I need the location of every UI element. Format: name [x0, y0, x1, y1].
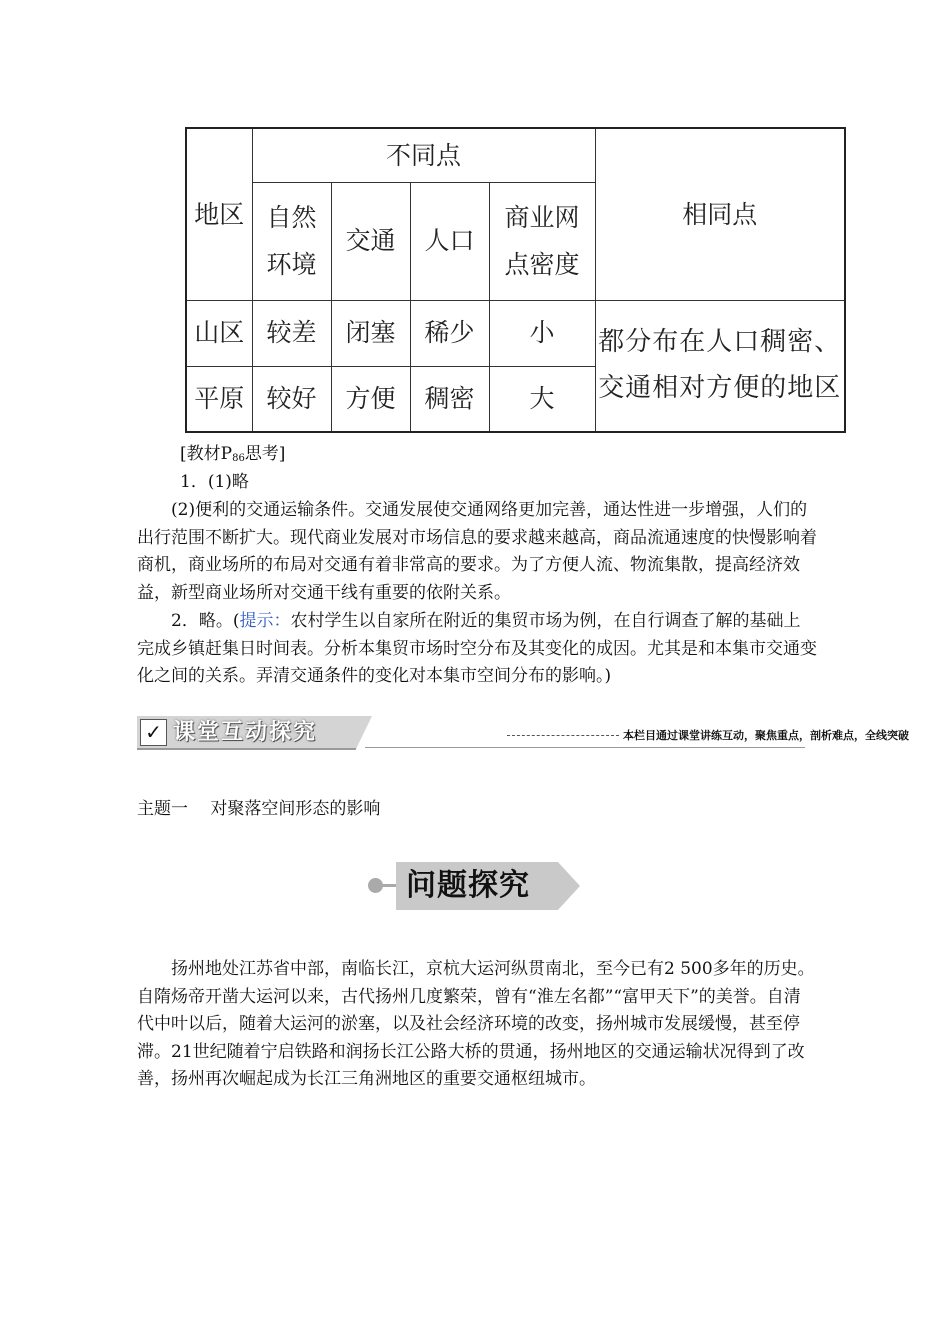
column-header: 交通: [331, 182, 410, 300]
column-header: 商业网点密度: [489, 182, 595, 300]
problem-tag-label: 问题探究: [406, 868, 530, 903]
answer-2: 2．略。(提示：农村学生以自家所在附近的集贸市场为例，在自行调查了解的基础上完成乡镇赶集日时间表。分析本集贸市场时空分布及其变化的成因。尤其是和本集市交通变化之间的关系。弄清交通条件的变化对本集市空间分布的影响。): [137, 611, 817, 686]
table-cell: 小: [489, 300, 595, 366]
answer-1: 1．(1)略: [180, 472, 249, 492]
table-cell: 闭塞: [331, 300, 410, 366]
comparison-table: [185, 127, 846, 433]
topic-heading: 主题一 对聚落空间形态的影响: [137, 799, 381, 819]
hint-label: 提示：: [239, 611, 291, 631]
answer-1-2: (2)便利的交通运输条件。交通发展使交通网络更加完善，通达性进一步增强，人们的出行范围不断扩大。现代商业发展对市场信息的要求越来越高，商品流通速度的快慢影响着商机，商业场所的布局对交通有着非常高的要求。为了方便人流、物流集散，提高经济效益，新型商业场所对交通干线有重要的依附关系。: [137, 500, 817, 603]
passage: 扬州地处江苏省中部，南临长江，京杭大运河纵贯南北，至今已有2 500多年的历史。自隋炀帝开凿大运河以来，古代扬州几度繁荣，曾有“淮左名都”“富甲天下”的美誉。自清代中叶以后，随着大运河的淤塞，以及社会经济环境的改变，扬州城市发展缓慢，甚至停滞。21世纪随着宁启铁路和润扬长江公路大桥的贯通，扬州地区的交通运输状况得到了改善，扬州再次崛起成为长江三角洲地区的重要交通枢纽城市。: [137, 959, 815, 1089]
textbook-reference: [教材$P_{86}$思考]: [180, 444, 286, 464]
same-header: 相同点: [595, 128, 845, 300]
section-banner: [137, 716, 909, 750]
column-header: 自然环境: [252, 182, 331, 300]
table-cell: 较好: [252, 366, 331, 432]
row-region: 平原: [186, 366, 252, 432]
table-cell: 较差: [252, 300, 331, 366]
section-title: 课堂互动探究: [173, 720, 318, 745]
row-region: 山区: [186, 300, 252, 366]
region-header: 地区: [186, 128, 252, 300]
table-cell: 稠密: [410, 366, 489, 432]
problem-tag: [368, 862, 580, 910]
table-cell: 大: [489, 366, 595, 432]
section-note: 本栏目通过课堂讲练互动，聚焦重点，剖析难点，全线突破: [623, 729, 909, 742]
table-cell: 方便: [331, 366, 410, 432]
table-cell: 稀少: [410, 300, 489, 366]
checkmark-icon: ✓: [140, 719, 167, 746]
same-cell: 都分布在人口稠密、交通相对方便的地区: [595, 300, 845, 432]
column-header: 人口: [410, 182, 489, 300]
difference-header: 不同点: [252, 128, 595, 182]
